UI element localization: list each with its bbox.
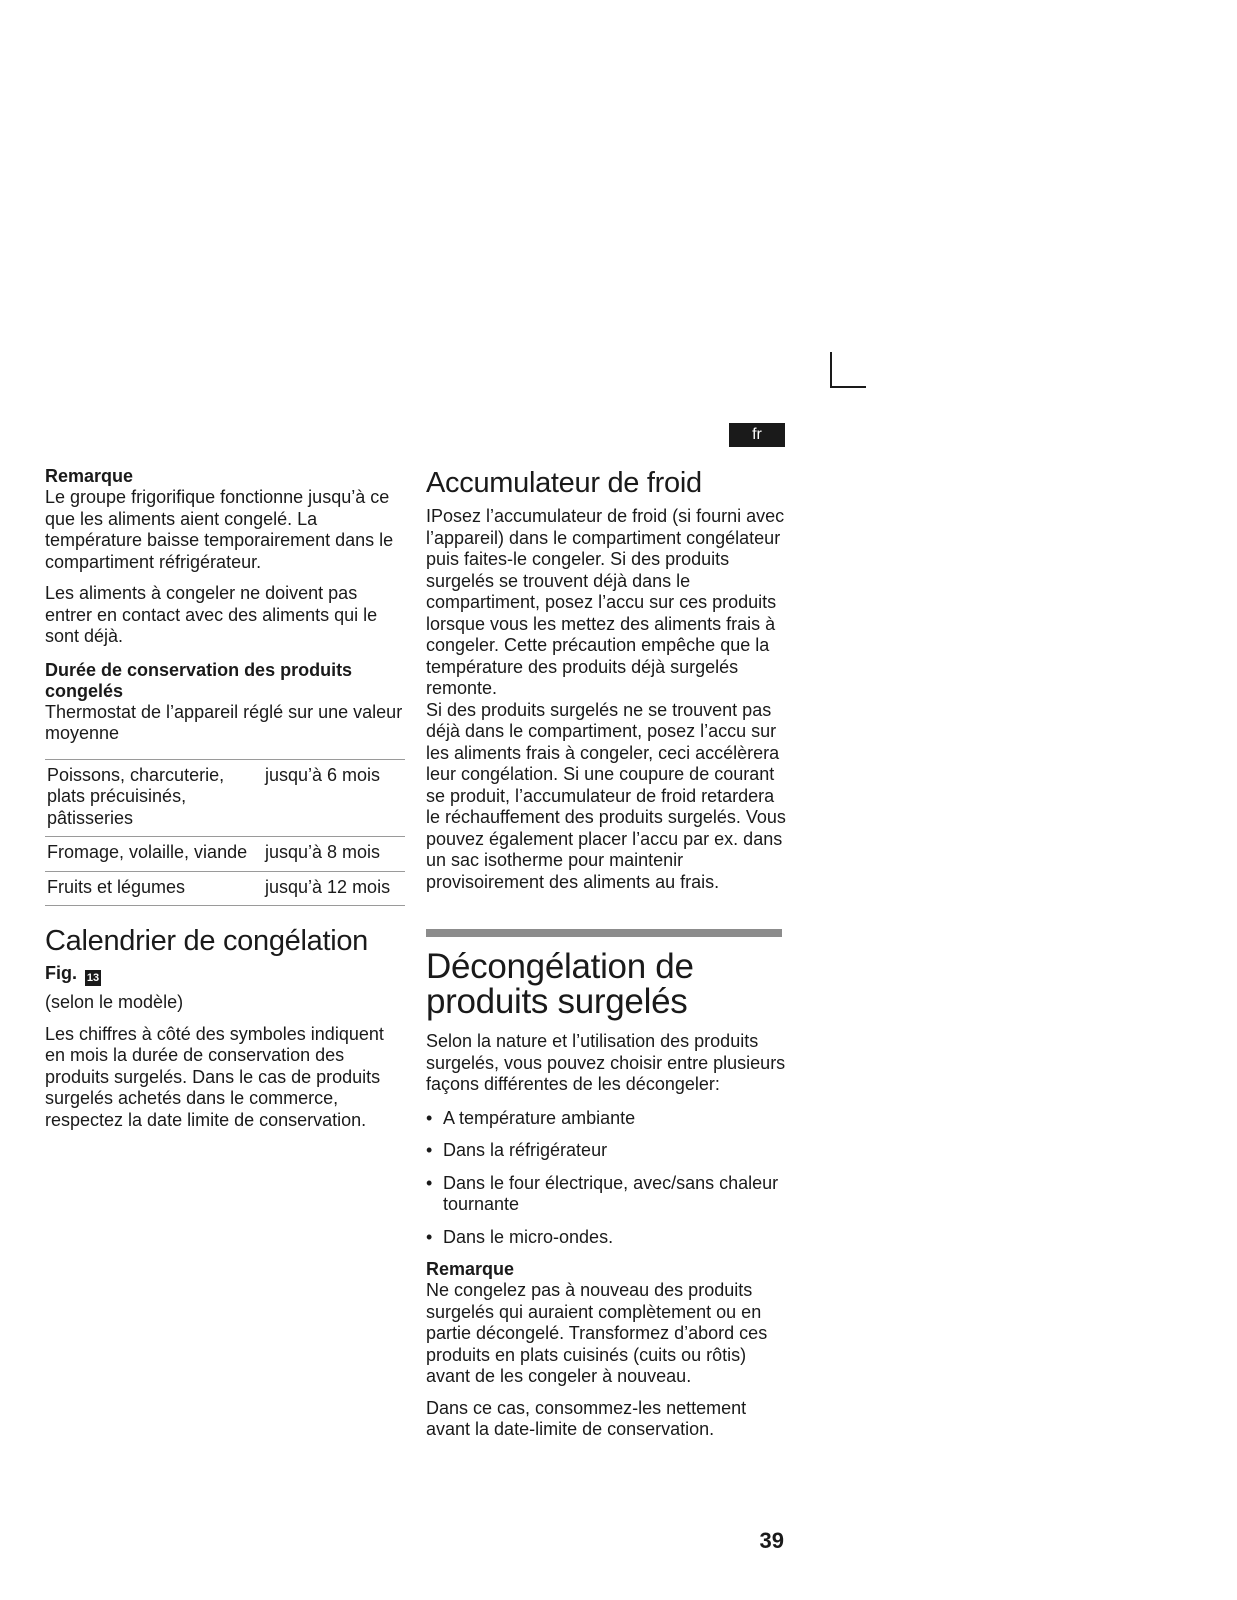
- accumulator-title: Accumulateur de froid: [426, 467, 702, 499]
- language-badge: fr: [729, 423, 785, 447]
- thawing-methods-list: [426, 1108, 786, 1249]
- duration-cell: jusqu’à 6 mois: [259, 759, 405, 837]
- thawing-final-text: Dans ce cas, consommez-les nettement avant la date-limite de conservation.: [426, 1397, 747, 1439]
- figure-reference: [45, 962, 405, 986]
- accumulator-text-2: Si des produits surgelés ne se trouvent pas déjà dans le compartiment, posez l’accu sur les aliments frais à congeler, ceci accélèrera leur congélation. Si une coupure de courant se produit, l’accumulateur de froid retardera le réchauffement des produits surgelés. Vous pouvez également placer l’accu par ex. dans un sac isotherme pour maintenir provisoirement des aliments au frais.: [426, 699, 786, 892]
- food-cell: Fruits et légumes: [45, 871, 259, 906]
- left-column: [45, 466, 405, 1131]
- remark-text: Le groupe frigorifique fonctionne jusqu’à ce que les aliments aient congelé. La température baisse temporairement dans le compartiment réfrigérateur.: [45, 487, 394, 572]
- list-item: • Dans la réfrigérateur: [426, 1140, 786, 1162]
- page-number: 39: [759, 1528, 784, 1553]
- thawing-title: Décongélation de produits surgelés: [426, 947, 694, 1021]
- food-cell: Poissons, charcuterie, plats précuisinés, pâtisseries: [45, 759, 259, 837]
- storage-intro: Thermostat de l’appareil réglé sur une valeur moyenne: [45, 701, 403, 743]
- duration-cell: jusqu’à 12 mois: [259, 871, 405, 906]
- list-item: • A température ambiante: [426, 1108, 786, 1130]
- section-divider-bar: [426, 929, 782, 937]
- list-item: • Dans le micro-ondes.: [426, 1227, 786, 1249]
- storage-table: [45, 759, 405, 907]
- thawing-intro: Selon la nature et l’utilisation des produits surgelés, vous pouvez choisir entre plusieurs façons différentes de les décongeler:: [426, 1031, 786, 1094]
- model-note: (selon le modèle): [45, 992, 184, 1012]
- table-row: [45, 759, 405, 837]
- figure-label: Fig.: [45, 963, 77, 983]
- table-row: [45, 871, 405, 906]
- accumulator-text: IPosez l’accumulateur de froid (si fourni avec l’appareil) dans le compartiment congélateur puis faites-le congeler. Si des produits surgelés se trouvent déjà dans le compartiment, posez l’accu sur ces produits lorsque vous les mettez des aliments frais à congeler. Cette précaution empêche que la température des produits déjà surgelés remonte.: [426, 506, 785, 698]
- storage-title: Durée de conservation des produits congelés: [45, 659, 353, 701]
- thawing-remark-label: Remarque: [426, 1259, 515, 1279]
- calendar-title: Calendrier de congélation: [45, 925, 368, 957]
- figure-number-badge: 13: [86, 972, 100, 984]
- crop-mark: [830, 352, 866, 388]
- food-cell: Fromage, volaille, viande: [45, 837, 259, 872]
- contact-paragraph: Les aliments à congeler ne doivent pas entrer en contact avec des aliments qui le sont déjà.: [45, 583, 378, 646]
- calendar-text: Les chiffres à côté des symboles indiquent en mois la durée de conservation des produits surgelés. Dans le cas de produits surgelés achetés dans le commerce, respectez la date limite de conservation.: [45, 1023, 384, 1130]
- right-column: [426, 466, 786, 1441]
- table-row: [45, 837, 405, 872]
- duration-cell: jusqu’à 8 mois: [259, 837, 405, 872]
- list-item: • Dans le four électrique, avec/sans chaleur tournante: [426, 1173, 786, 1216]
- thawing-remark-text: Ne congelez pas à nouveau des produits surgelés qui auraient complètement ou en partie décongelé. Transformez d’abord ces produits en plats cuisinés (cuits ou rôtis) avant de les congeler à nouveau.: [426, 1280, 768, 1386]
- remark-label: Remarque: [45, 466, 134, 486]
